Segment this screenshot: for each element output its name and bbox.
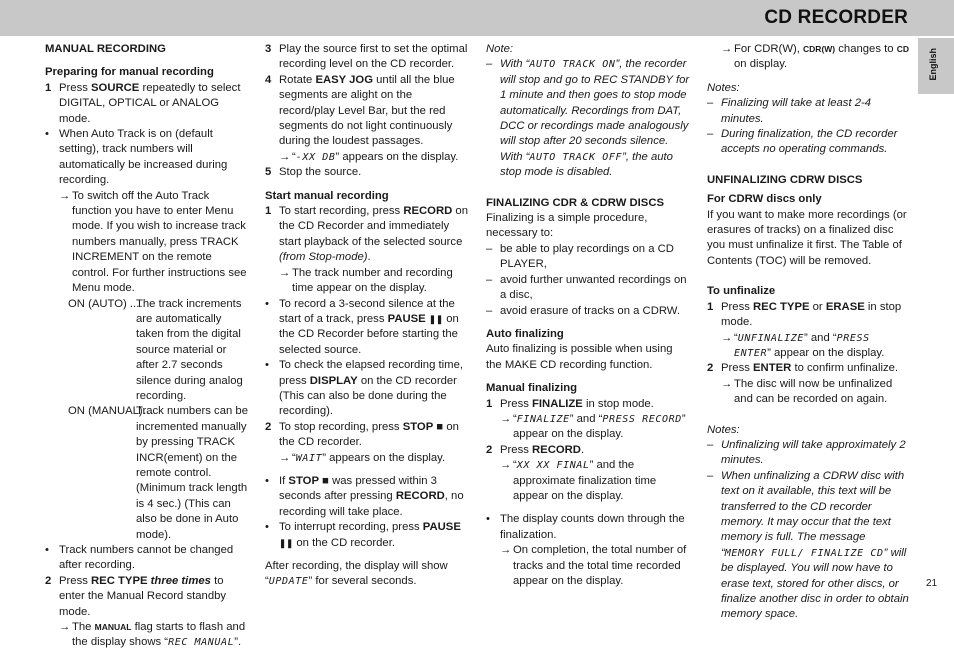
arrow-note: → “WAIT” appears on the display. — [265, 451, 470, 466]
bullet-icon: • — [45, 544, 49, 556]
dash-icon: – — [486, 242, 493, 255]
note-unfinalize-time: – Unfinalizing will take approximately 2 minutes. — [707, 438, 906, 467]
definition-on-manual: ON (MANUAL)… Track numbers can be incremented manually by pressing TRACK INCR(ement) on the remote control. (Minimum track length is 4 sec.) (This can also be done in Auto mode). — [68, 405, 248, 541]
heading-unfinalizing: UNFINALIZING CDRW DISCS — [707, 173, 863, 186]
language-label: English — [928, 48, 938, 81]
arrow-icon: → — [721, 331, 733, 344]
finalize-reason-1: – be able to play recordings on a CD PLAYER, — [486, 242, 674, 271]
definition-on-auto: ON (AUTO) .... The track increments are automatically taken from the digital source material or after 2.7 seconds silence during analog recording. — [68, 297, 243, 402]
column-1 — [45, 42, 250, 651]
arrow-icon: → — [500, 412, 512, 425]
pause-icon: ❚❚ — [428, 313, 444, 324]
arrow-icon: → — [721, 377, 733, 390]
subheading-auto-finalizing: Auto finalizing — [486, 327, 564, 340]
record-step-1: 1 To start recording, press RECORD on the CD Recorder and immediately start playback of the selected source (from Stop-mode). — [265, 205, 469, 264]
column-3 — [486, 42, 691, 589]
record-step-2: 2 To stop recording, press STOP ■ on the CD recorder. — [265, 420, 459, 449]
arrow-icon: → — [279, 266, 291, 279]
unfinalize-step-2: 2 Press ENTER to confirm unfinalize. — [707, 362, 899, 375]
bullet-icon: • — [45, 128, 49, 141]
bullet-interrupt: • To interrupt recording, press PAUSE ❚❚ on the CD recorder. — [265, 521, 461, 549]
pause-icon: ❚❚ — [279, 537, 294, 548]
dash-icon: – — [486, 273, 493, 286]
column-2 — [265, 42, 470, 590]
dash-icon: – — [707, 469, 714, 482]
step-3: 3 Play the source first to set the optimal recording level on the CD recorder. — [265, 43, 468, 71]
notes-label-2: Notes: — [707, 423, 740, 436]
column-4 — [707, 42, 912, 623]
unfinalizing-intro: If you want to make more recordings (or erasures of tracks) on a finalized disc you must unfinalize it first. The Table of Contents (TOC) will be removed. — [707, 208, 907, 267]
arrow-icon: → — [500, 459, 512, 472]
note-memory-full: – When unfinalizing a CDRW disc with text on it available, this text will be transferred to the CD recorder memory. It may occur that the text memory is full. The message “MEMORY FULL/ FINALIZE CD” will be displayed. You will now have to erase text, stored for other discs, or finalize another disc in order to obtain memory space. — [707, 469, 909, 621]
arrow-note: → On completion, the total number of tracks and the total time recorded appear on the display. — [500, 544, 687, 587]
bullet-icon: • — [486, 513, 490, 526]
after-recording-text: After recording, the display will show “UPDATE” for several seconds. — [265, 560, 448, 588]
finalize-reason-2: – avoid further unwanted recordings on a disc, — [486, 273, 687, 302]
note-no-commands: – During finalization, the CD recorder accepts no operating commands. — [707, 128, 898, 156]
note-label: Note: — [486, 43, 514, 55]
dash-icon: – — [707, 438, 714, 451]
bullet-auto-track: • When Auto Track is on (default setting), track numbers will automatically be increased during recording. — [45, 128, 228, 187]
arrow-icon: → — [59, 189, 71, 202]
arrow-note: → “FINALIZE” and “PRESS RECORD” appear on the display. — [500, 412, 686, 441]
bullet-icon: • — [265, 297, 269, 310]
arrow-note: → To switch off the Auto Track function you have to enter Menu mode. If you wish to increase track numbers manually, press TRACK INCREMENT on the remote control. For further instructions see Menu mode. — [59, 189, 247, 295]
language-tab — [918, 38, 954, 94]
heading-manual-recording: MANUAL RECORDING — [45, 43, 166, 55]
subheading-to-unfinalize: To unfinalize — [707, 285, 776, 298]
bullet-track-numbers: • Track numbers cannot be changed after recording. — [45, 544, 234, 572]
bullet-display: • To check the elapsed recording time, press DISPLAY on the CD recorder (This can also be done during the recording). — [265, 359, 463, 418]
stop-icon: ■ — [436, 420, 444, 433]
arrow-note: → The track number and recording time appear on the display. — [279, 266, 453, 295]
bullet-pause: • To record a 3-second silence at the start of a track, press PAUSE ❚❚ on the CD Recorder before starting the selected source. — [265, 297, 459, 356]
bullet-countdown: • The display counts down through the finalization. — [486, 513, 685, 541]
arrow-note: → “-XX DB” appears on the display. — [265, 150, 470, 165]
arrow-icon: → — [721, 43, 733, 55]
unfinalize-step-1: 1 Press REC TYPE or ERASE in stop mode. — [707, 300, 902, 329]
arrow-icon: → — [279, 451, 291, 464]
subheading-cdrw-only: For CDRW discs only — [707, 193, 822, 206]
arrow-note: → For CDR(W), CDR(W) changes to CD on display. — [721, 43, 909, 71]
page-title: CD RECORDER — [764, 7, 908, 28]
bullet-icon: • — [265, 359, 269, 372]
notes-label: Notes: — [707, 81, 740, 94]
subheading-start-manual: Start manual recording — [265, 189, 389, 202]
arrow-icon: → — [59, 621, 71, 634]
arrow-icon: → — [279, 150, 291, 163]
bullet-icon: • — [265, 474, 269, 487]
arrow-note: → “UNFINALIZE” and “PRESS ENTER” appear on the display. — [721, 331, 885, 359]
arrow-note: → “XX XX FINAL” and the approximate finalization time appear on the display. — [500, 459, 657, 502]
dash-icon: – — [707, 97, 714, 110]
bullet-icon: • — [265, 521, 269, 534]
step-5: 5 Stop the source. — [265, 166, 362, 179]
subheading-preparing: Preparing for manual recording — [45, 66, 214, 79]
dash-icon: – — [486, 58, 493, 71]
stop-icon: ■ — [322, 474, 329, 487]
header-bar — [0, 0, 954, 36]
finalize-step-2: 2 Press RECORD. — [486, 443, 585, 456]
step-4: 4 Rotate EASY JOG until all the blue segments are alight on the record/play Level Bar, but the red segments do not light continuously during the loudest passages. — [265, 73, 455, 148]
step-1: 1 Press SOURCE repeatedly to select DIGITAL, OPTICAL or ANALOG mode. — [45, 81, 241, 125]
heading-finalizing: FINALIZING CDR & CDRW DISCS — [486, 196, 665, 209]
arrow-note: → The MANUAL flag starts to flash and the display shows “REC MANUAL”. — [59, 621, 246, 649]
arrow-note: → The disc will now be unfinalized and can be recorded on again. — [721, 377, 893, 406]
finalizing-intro: Finalizing is a simple procedure, necessary to: — [486, 212, 648, 240]
arrow-icon: → — [500, 544, 512, 557]
subheading-manual-finalizing: Manual finalizing — [486, 382, 578, 395]
dash-icon: – — [486, 304, 493, 317]
dash-icon: – — [707, 128, 714, 141]
finalize-step-1: 1 Press FINALIZE in stop mode. — [486, 397, 654, 410]
note-auto-track: – With “AUTO TRACK ON”, the recorder will stop and go to REC STANDBY for 1 minute and then goes to stop mode automatically. Recordings from DAT, DCC or recordings made analogously will stop after 20 seconds silence. With “AUTO TRACK OFF”, the auto stop mode is disabled. — [486, 58, 690, 179]
bullet-stop: • If STOP ■ was pressed within 3 seconds after pressing RECORD, no recording will take place. — [265, 474, 464, 518]
finalize-reason-3: – avoid erasure of tracks on a CDRW. — [486, 304, 691, 319]
auto-finalizing-text: Auto finalizing is possible when using the MAKE CD recording function. — [486, 343, 673, 371]
note-finalize-time: – Finalizing will take at least 2-4 minutes. — [707, 97, 872, 125]
page-number: 21 — [926, 578, 938, 589]
step-2: 2 Press REC TYPE three times to enter the Manual Record standby mode. — [45, 574, 227, 618]
